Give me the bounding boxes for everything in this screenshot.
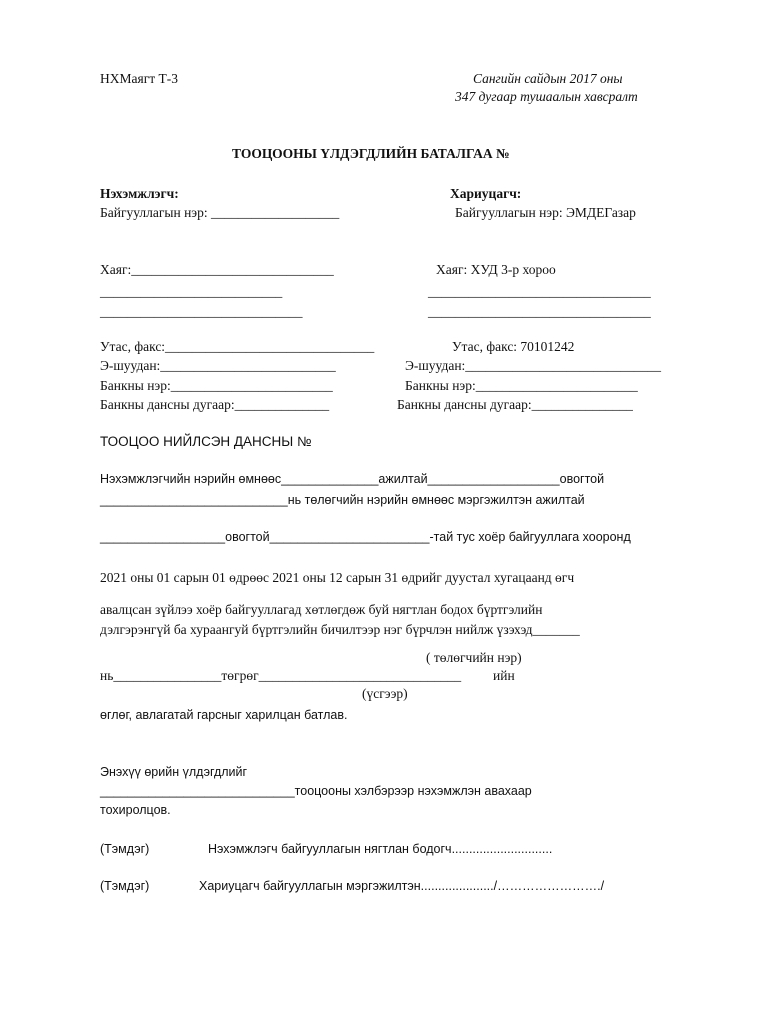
body-line-4: 2021 оны 01 сарын 01 өдрөөс 2021 оны 12 сарын 31 өдрийг дуустал хугацаанд өгч	[100, 570, 575, 585]
body-line-11: тохиролцов.	[100, 803, 171, 817]
payer-name-note: ( төлөгчийн нэр)	[426, 650, 522, 665]
form-code: НХМаягт Т-3	[100, 71, 179, 86]
body-line-8: өглөг, авлагатай гарсныг харилцан батлав.	[100, 708, 348, 722]
approval-line-1: Сангийн сайдын 2017 оны	[473, 71, 623, 86]
respondent-email: Э-шуудан:_____________________________	[405, 358, 662, 373]
body-line-7-suffix: ийн	[493, 668, 515, 683]
account-heading: ТООЦОО НИЙЛСЭН ДАНСНЫ №	[100, 434, 312, 449]
respondent-bank: Банкны нэр:________________________	[405, 378, 638, 393]
body-line-1: Нэхэмжлэгчийн нэрийн өмнөөс______________ажилтай___________________овогтой	[100, 472, 605, 486]
approval-line-2: 347 дугаар тушаалын хавсралт	[455, 89, 638, 104]
body-line-3: __________________овогтой_______________________-тай тус хоёр байгууллага хооронд	[100, 530, 631, 544]
claimant-phone: Утас, факс:_______________________________	[100, 339, 375, 354]
claimant-bank: Банкны нэр:________________________	[100, 378, 333, 393]
body-line-2: ___________________________нь төлөгчийн нэрийн өмнөөс мэргэжилтэн ажилтай	[100, 493, 585, 507]
respondent-heading: Хариуцагч:	[450, 186, 522, 201]
respondent-specialist-signature: Хариуцагч байгууллагын мэргэжилтэн...................../……………………./	[199, 879, 605, 893]
claimant-address-line-2: ___________________________	[100, 284, 283, 299]
claimant-email: Э-шуудан:__________________________	[100, 358, 336, 373]
seal-label-1: (Тэмдэг)	[100, 842, 150, 856]
claimant-accountant-signature: Нэхэмжлэгч байгууллагын нягтлан бодогч.............................	[208, 842, 553, 856]
respondent-org-name: Байгууллагын нэр: ЭМДЕГазар	[455, 205, 636, 220]
respondent-address: Хаяг: ХУД 3-р хороо	[436, 262, 556, 277]
body-line-10: ____________________________тооцооны хэлбэрээр нэхэмжлэн авахаар	[100, 784, 532, 798]
body-line-6: дэлгэрэнгүй ба хураангуй бүртгэлийн бичилтээр нэг бүрчлэн нийлж үзэхэд_______	[100, 622, 580, 637]
claimant-account: Банкны дансны дугаар:______________	[100, 397, 330, 412]
body-line-9: Энэхүү өрийн үлдэгдлийг	[100, 765, 248, 779]
respondent-address-line-2: _________________________________	[428, 284, 651, 299]
respondent-address-line-3: _________________________________	[428, 304, 651, 319]
body-line-5: авалцсан зүйлээ хоёр байгууллагад хөтлөгдөж буй нягтлан бодох бүртгэлийн	[100, 602, 543, 617]
claimant-address-line-3: ______________________________	[100, 304, 303, 319]
claimant-address: Хаяг:______________________________	[100, 262, 334, 277]
respondent-account: Банкны дансны дугаар:_______________	[397, 397, 633, 412]
body-line-7: нь________________төгрөг______________________________	[100, 668, 462, 683]
respondent-phone: Утас, факс: 70101242	[452, 339, 575, 354]
page-title: ТООЦООНЫ ҮЛДЭГДЛИЙН БАТАЛГАА №	[232, 146, 510, 161]
seal-label-2: (Тэмдэг)	[100, 879, 150, 893]
claimant-org-name: Байгууллагын нэр: ___________________	[100, 205, 340, 220]
claimant-heading: Нэхэмжлэгч:	[100, 186, 179, 201]
in-words-note: (үсгээр)	[362, 686, 408, 701]
